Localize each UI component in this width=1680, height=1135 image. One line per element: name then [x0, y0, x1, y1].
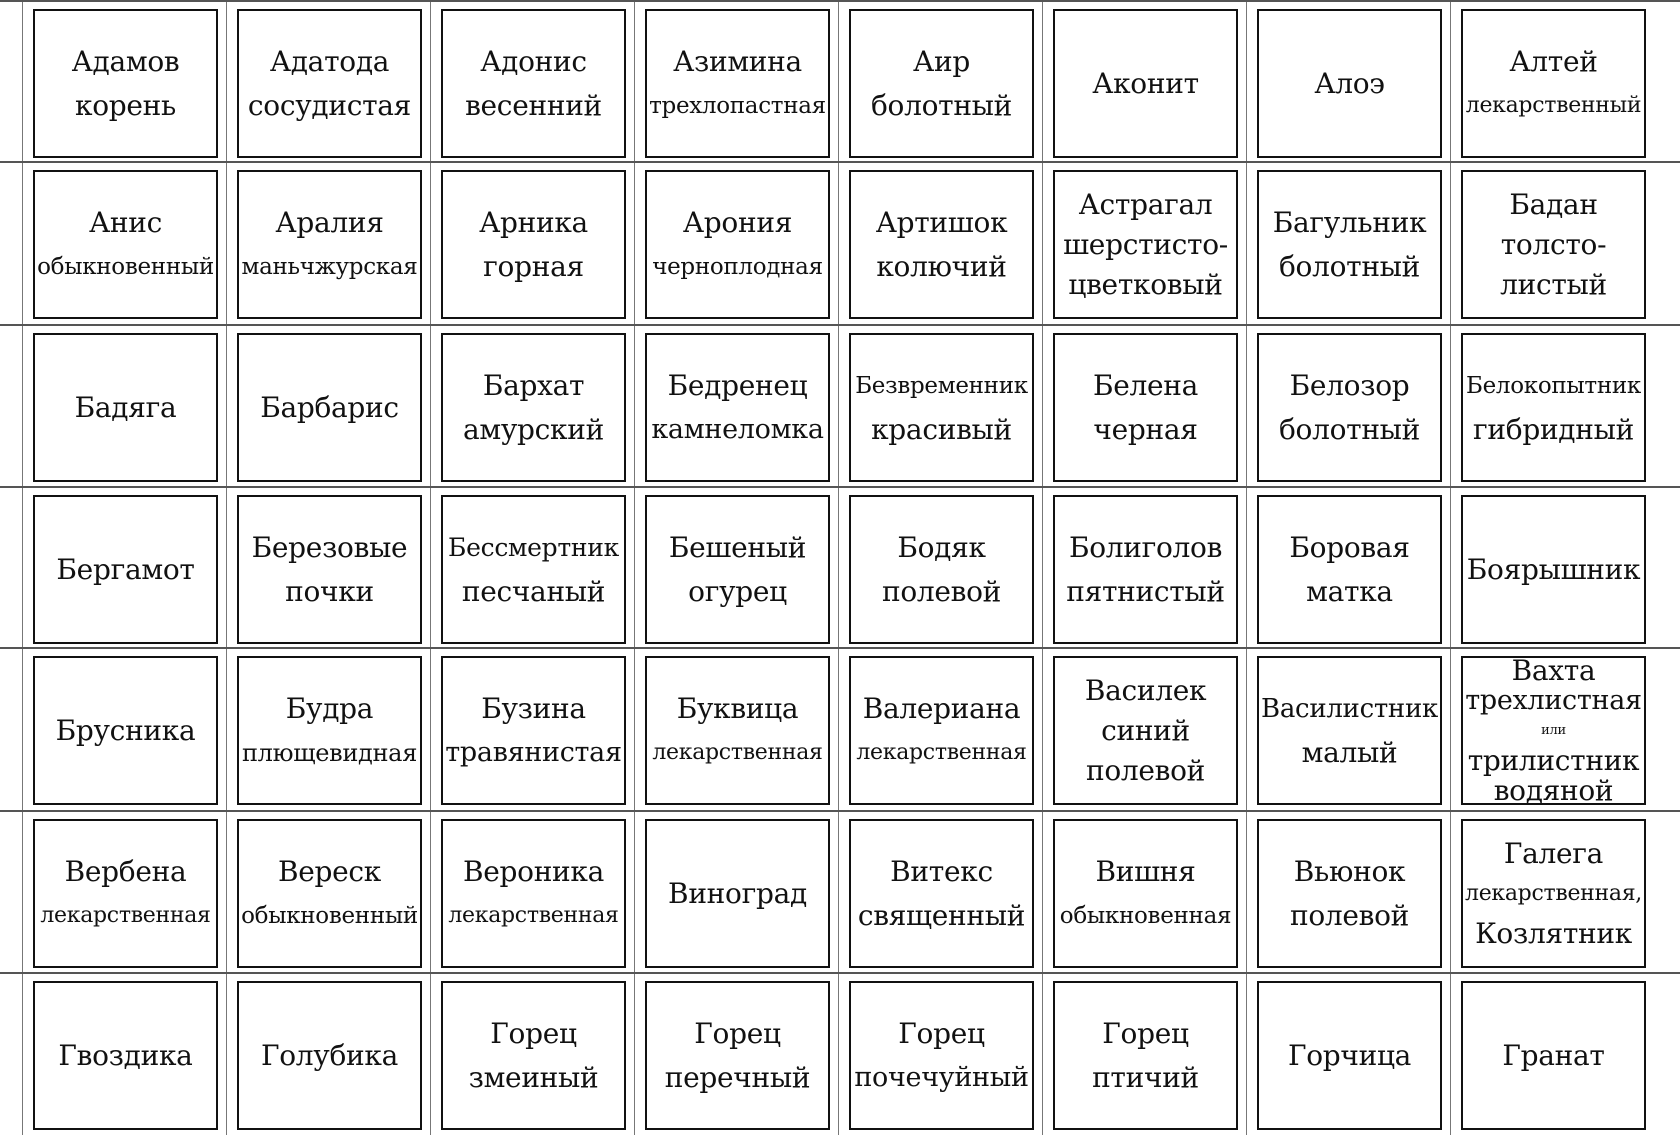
plant-name-line: листый	[1500, 267, 1607, 301]
card-cell	[838, 649, 1042, 812]
card-cell	[1246, 488, 1450, 651]
plant-card[interactable]	[1053, 981, 1238, 1130]
plant-name-line: лекарственный	[1465, 92, 1642, 118]
card-cell	[838, 326, 1042, 489]
plant-card[interactable]	[849, 333, 1034, 482]
card-cell	[226, 2, 430, 165]
card-cell	[226, 326, 430, 489]
plant-name-line: корень	[75, 88, 176, 122]
card-cell	[1246, 649, 1450, 812]
plant-card[interactable]	[33, 333, 218, 482]
card-cell	[838, 163, 1042, 326]
plant-name-line: Азимина	[673, 44, 802, 78]
plant-card[interactable]	[33, 170, 218, 319]
plant-card[interactable]	[33, 495, 218, 644]
card-cell	[430, 974, 634, 1135]
plant-name-line: Белозор	[1289, 368, 1410, 402]
card-cell	[634, 326, 838, 489]
plant-card[interactable]	[1053, 819, 1238, 968]
card-cell	[634, 812, 838, 975]
plant-name-line: Арония	[682, 205, 793, 239]
plant-name-line: болотный	[870, 88, 1013, 122]
plant-name-line: Бессмертник	[448, 532, 619, 562]
plant-name-line: Бодяк	[897, 530, 986, 564]
card-cell	[226, 812, 430, 975]
card-cell	[226, 649, 430, 812]
card-cell	[1246, 326, 1450, 489]
plant-name-line: Вахта	[1511, 656, 1596, 687]
card-cell	[430, 812, 634, 975]
plant-name-line: полевой	[881, 574, 1002, 608]
plant-name-line: или	[1541, 722, 1566, 738]
plant-card[interactable]	[441, 9, 626, 158]
plant-name-line: Бедренец	[667, 368, 808, 402]
card-cell	[1042, 326, 1246, 489]
plant-name-line: горная	[483, 249, 584, 283]
plant-card[interactable]	[1257, 981, 1442, 1130]
plant-card[interactable]	[849, 495, 1034, 644]
plant-card[interactable]	[849, 9, 1034, 158]
plant-name-line: Василек	[1084, 673, 1207, 707]
plant-name-line: Вереск	[277, 854, 382, 888]
plant-name-line: Аралия	[275, 205, 384, 239]
card-cell	[1450, 2, 1654, 165]
card-cell	[22, 2, 226, 165]
plant-card[interactable]	[33, 981, 218, 1130]
card-row	[0, 486, 1680, 651]
plant-card[interactable]	[1257, 495, 1442, 644]
plant-card[interactable]	[1461, 170, 1646, 319]
plant-card[interactable]	[645, 9, 830, 158]
plant-name-line: весенний	[465, 88, 602, 122]
card-cell	[1450, 812, 1654, 975]
card-cell	[1450, 326, 1654, 489]
plant-name-line: колючий	[876, 249, 1007, 283]
plant-card[interactable]	[645, 981, 830, 1130]
plant-name-line: Будра	[285, 691, 374, 725]
plant-card[interactable]	[33, 819, 218, 968]
card-cell	[226, 488, 430, 651]
card-cell	[1042, 974, 1246, 1135]
plant-name-line: Багульник	[1272, 205, 1427, 239]
plant-card[interactable]	[441, 333, 626, 482]
plant-name-line: почечуйный	[854, 1061, 1029, 1093]
card-row	[0, 0, 1680, 165]
card-cell	[838, 974, 1042, 1135]
plant-name-line: Аир	[913, 44, 970, 78]
card-row	[0, 324, 1680, 489]
plant-name-line: черная	[1093, 412, 1198, 446]
plant-name-line: водяной	[1493, 773, 1614, 805]
plant-name-line: змеиный	[468, 1060, 599, 1094]
card-row	[0, 972, 1680, 1135]
plant-card[interactable]	[849, 656, 1034, 805]
plant-name-line: Болиголов	[1068, 530, 1223, 564]
card-cell	[1042, 812, 1246, 975]
plant-name-line: Арника	[479, 205, 588, 239]
card-cell	[22, 488, 226, 651]
plant-name-line: Горец	[490, 1016, 577, 1050]
plant-name-line: Гвоздика	[58, 1038, 193, 1072]
plant-name-line: шерстисто-	[1063, 227, 1228, 261]
card-cell	[430, 163, 634, 326]
card-cell	[22, 974, 226, 1135]
plant-name-line: Адамов	[71, 44, 180, 78]
plant-card[interactable]	[441, 656, 626, 805]
plant-card[interactable]	[645, 819, 830, 968]
card-cell	[634, 163, 838, 326]
plant-name-line: черноплодная	[652, 253, 823, 280]
plant-card[interactable]	[441, 170, 626, 319]
plant-name-line: Гранат	[1502, 1038, 1605, 1072]
plant-name-line: обыкновенный	[37, 253, 214, 280]
plant-name-line: Вероника	[462, 854, 605, 888]
plant-card[interactable]	[1257, 9, 1442, 158]
plant-name-line: священный	[857, 898, 1026, 932]
card-cell	[430, 649, 634, 812]
card-cell	[1246, 974, 1450, 1135]
plant-name-line: Адонис	[480, 44, 587, 78]
plant-name-line: болотный	[1278, 249, 1421, 283]
card-cell	[1042, 163, 1246, 326]
card-cell	[838, 488, 1042, 651]
plant-name-line: красивый	[871, 412, 1012, 446]
card-cell	[634, 649, 838, 812]
plant-name-line: Бадан	[1509, 187, 1598, 221]
plant-card[interactable]	[1461, 495, 1646, 644]
plant-name-line: Артишок	[875, 205, 1008, 239]
plant-name-line: песчаный	[461, 574, 606, 608]
plant-name-line: лекарственная,	[1465, 880, 1642, 906]
card-cell	[22, 649, 226, 812]
plant-name-line: Василистник	[1261, 693, 1438, 724]
plant-name-line: Вербена	[64, 854, 187, 888]
plant-name-line: травянистая	[445, 736, 622, 768]
plant-name-line: Вьюнок	[1293, 854, 1406, 888]
plant-name-line: Алтей	[1509, 44, 1598, 78]
plant-name-line: малый	[1301, 735, 1398, 769]
plant-name-line: камнеломка	[651, 413, 824, 445]
card-cell	[1246, 812, 1450, 975]
plant-name-line: трехлопастная	[649, 92, 826, 119]
plant-card[interactable]	[849, 981, 1034, 1130]
plant-name-line: пятнистый	[1066, 574, 1225, 608]
card-cell	[1450, 974, 1654, 1135]
plant-card[interactable]	[1461, 819, 1646, 968]
plant-name-line: Белена	[1092, 368, 1199, 402]
card-cell	[838, 812, 1042, 975]
plant-name-line: Горец	[898, 1016, 985, 1050]
plant-name-line: Аконит	[1092, 66, 1199, 100]
plant-name-line: толсто-	[1500, 227, 1607, 261]
plant-name-line: болотный	[1278, 412, 1421, 446]
card-cell	[1450, 488, 1654, 651]
plant-name-line: лекарственная	[652, 739, 823, 765]
card-cell	[226, 974, 430, 1135]
card-cell	[226, 163, 430, 326]
card-row	[0, 647, 1680, 812]
card-row	[0, 161, 1680, 326]
plant-card[interactable]	[645, 495, 830, 644]
plant-name-line: Боровая	[1289, 530, 1410, 564]
plant-name-line: Барбарис	[260, 390, 399, 424]
plant-name-line: маньчжурская	[241, 253, 418, 280]
plant-card[interactable]	[1053, 9, 1238, 158]
card-cell	[1042, 2, 1246, 165]
plant-card[interactable]	[1461, 333, 1646, 482]
plant-card[interactable]	[33, 656, 218, 805]
plant-name-line: Горец	[1102, 1016, 1189, 1050]
plant-name-line: обыкновенный	[241, 902, 418, 929]
plant-name-line: Буквица	[676, 691, 799, 725]
plant-card[interactable]	[645, 333, 830, 482]
plant-card[interactable]	[1257, 656, 1442, 805]
plant-name-line: почки	[285, 574, 374, 608]
plant-card[interactable]	[1053, 170, 1238, 319]
plant-name-line: Галега	[1503, 836, 1604, 870]
plant-name-line: лекарственная	[40, 902, 211, 928]
plant-name-line: Бешеный	[668, 530, 807, 564]
card-cell	[838, 2, 1042, 165]
card-cell	[430, 326, 634, 489]
plant-name-line: Безвременник	[855, 372, 1028, 399]
card-cell	[1450, 649, 1654, 812]
plant-card[interactable]	[441, 495, 626, 644]
plant-name-line: синий	[1101, 713, 1190, 747]
plant-card[interactable]	[645, 170, 830, 319]
plant-name-line: Бадяга	[74, 390, 177, 424]
plant-name-line: Бархат	[482, 368, 585, 402]
plant-name-line: Горец	[694, 1016, 781, 1050]
plant-name-line: Вишня	[1095, 854, 1196, 888]
plant-name-line: огурец	[688, 574, 787, 608]
card-cell	[430, 488, 634, 651]
plant-card[interactable]	[849, 819, 1034, 968]
plant-card[interactable]	[33, 9, 218, 158]
plant-card[interactable]	[237, 333, 422, 482]
plant-card[interactable]	[237, 981, 422, 1130]
plant-card[interactable]	[849, 170, 1034, 319]
plant-name-line: сосудистая	[247, 88, 412, 122]
card-cell	[1042, 649, 1246, 812]
plant-name-line: обыкновенная	[1059, 902, 1232, 929]
plant-card[interactable]	[1053, 495, 1238, 644]
plant-name-line: трехлистная	[1465, 684, 1642, 716]
plant-card[interactable]	[237, 656, 422, 805]
plant-name-line: Березовые	[251, 530, 408, 564]
card-cell	[634, 488, 838, 651]
plant-card[interactable]	[1257, 819, 1442, 968]
plant-name-line: полевой	[1085, 753, 1206, 787]
plant-name-line: Белокопытник	[1466, 372, 1641, 399]
plant-card[interactable]	[441, 981, 626, 1130]
plant-card[interactable]	[237, 819, 422, 968]
plant-card[interactable]	[1257, 333, 1442, 482]
plant-card[interactable]	[1461, 9, 1646, 158]
plant-name-line: Бергамот	[56, 552, 195, 586]
card-cell	[430, 2, 634, 165]
card-cell	[22, 812, 226, 975]
card-row	[0, 810, 1680, 975]
plant-name-line: птичий	[1092, 1060, 1199, 1094]
plant-card[interactable]	[1053, 656, 1238, 805]
plant-name-line: перечный	[664, 1060, 811, 1094]
card-cell	[22, 163, 226, 326]
plant-name-line: Адатода	[269, 44, 390, 78]
plant-card[interactable]	[237, 495, 422, 644]
plant-card[interactable]	[237, 9, 422, 158]
plant-card[interactable]	[237, 170, 422, 319]
plant-name-line: Витекс	[890, 854, 993, 888]
card-cell	[1246, 163, 1450, 326]
plant-name-line: цветковый	[1068, 267, 1223, 301]
plant-name-line: лекарственная	[448, 902, 619, 928]
plant-name-line: Горчица	[1287, 1038, 1412, 1072]
plant-name-line: Валериана	[862, 691, 1021, 725]
plant-name-line: амурский	[463, 412, 604, 446]
card-cell	[1246, 2, 1450, 165]
plant-card[interactable]	[1053, 333, 1238, 482]
plant-name-line: полевой	[1289, 898, 1410, 932]
plant-name-line: Брусника	[55, 713, 196, 747]
plant-name-line: Голубика	[261, 1038, 398, 1072]
plant-card[interactable]	[1257, 170, 1442, 319]
plant-name-line: лекарственная	[856, 739, 1027, 765]
plant-card[interactable]	[1461, 656, 1646, 805]
plant-name-line: Алоэ	[1314, 66, 1385, 100]
plant-name-line: Виноград	[668, 876, 807, 910]
plant-name-line: матка	[1306, 574, 1393, 608]
plant-name-line: Астрагал	[1078, 187, 1213, 221]
plant-name-line: Боярышник	[1466, 552, 1641, 586]
plant-name-line: Бузина	[481, 691, 586, 725]
plant-name-line: плющевидная	[241, 738, 418, 767]
plant-name-line: Козлятник	[1475, 916, 1632, 950]
card-cell	[1450, 163, 1654, 326]
plant-name-line: гибридный	[1473, 412, 1634, 446]
card-cell	[634, 2, 838, 165]
card-cell	[634, 974, 838, 1135]
plant-card[interactable]	[645, 656, 830, 805]
card-cell	[1042, 488, 1246, 651]
plant-name-line: Анис	[88, 205, 162, 239]
plant-card[interactable]	[441, 819, 626, 968]
card-cell	[22, 326, 226, 489]
plant-name-line: трилистник	[1467, 743, 1640, 777]
plant-card[interactable]	[1461, 981, 1646, 1130]
